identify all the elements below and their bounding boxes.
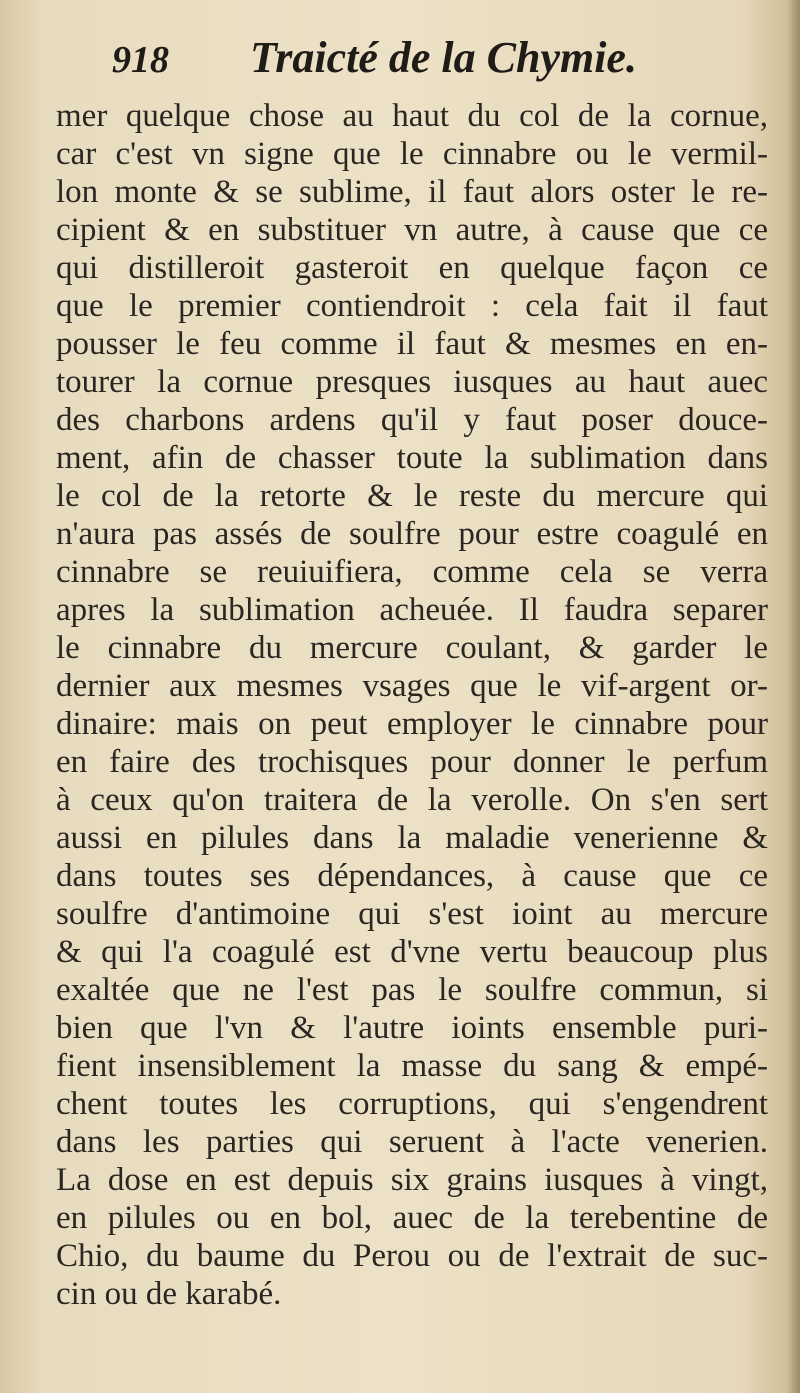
text-line: des charbons ardens qu'il y faut poser douce- xyxy=(56,402,768,438)
text-line: apres la sublimation acheuée. Il faudra separer xyxy=(56,592,768,628)
page-number: 918 xyxy=(112,39,169,81)
text-line: le cinnabre du mercure coulant, & garder le xyxy=(56,630,768,666)
text-line: & qui l'a coagulé est d'vne vertu beaucoup plus xyxy=(56,934,768,970)
text-line: cin ou de karabé. xyxy=(56,1276,282,1312)
text-line: le col de la retorte & le reste du mercure qui xyxy=(56,478,768,514)
text-line: dans toutes ses dépendances, à cause que ce xyxy=(56,858,768,894)
text-line: cinnabre se reuiuifiera, comme cela se verra xyxy=(56,554,768,590)
text-line: mer quelque chose au haut du col de la cornue, xyxy=(56,98,768,134)
page-header xyxy=(112,30,752,88)
text-line: que le premier contiendroit : cela fait il faut xyxy=(56,288,768,324)
text-line: dans les parties qui seruent à l'acte venerien. xyxy=(56,1124,768,1160)
text-line: dernier aux mesmes vsages que le vif-argent or- xyxy=(56,668,768,704)
text-line: en faire des trochisques pour donner le perfum xyxy=(56,744,768,780)
text-line: cipient & en substituer vn autre, à cause que ce xyxy=(56,212,768,248)
text-line: tourer la cornue presques iusques au haut auec xyxy=(56,364,768,400)
text-line: lon monte & se sublime, il faut alors oster le re- xyxy=(56,174,768,210)
text-line: pousser le feu comme il faut & mesmes en en- xyxy=(56,326,768,362)
running-title: Traicté de la Chymie. xyxy=(250,33,637,82)
text-line: soulfre d'antimoine qui s'est ioint au mercure xyxy=(56,896,768,932)
text-line: n'aura pas assés de soulfre pour estre coagulé en xyxy=(56,516,768,552)
text-line: ment, afin de chasser toute la sublimation dans xyxy=(56,440,768,476)
page-edge-shadow xyxy=(786,0,800,1393)
text-line: dinaire: mais on peut employer le cinnabre pour xyxy=(56,706,768,742)
text-line: La dose en est depuis six grains iusques à vingt, xyxy=(56,1162,768,1198)
text-line: à ceux qu'on traitera de la verolle. On s'en sert xyxy=(56,782,768,818)
text-line: aussi en pilules dans la maladie venerienne & xyxy=(56,820,768,856)
text-line: fient insensiblement la masse du sang & empé- xyxy=(56,1048,768,1084)
text-line: chent toutes les corruptions, qui s'engendrent xyxy=(56,1086,768,1122)
text-line: exaltée que ne l'est pas le soulfre commun, si xyxy=(56,972,768,1008)
text-line: en pilules ou en bol, auec de la terebentine de xyxy=(56,1200,768,1236)
text-line: bien que l'vn & l'autre ioints ensemble puri- xyxy=(56,1010,768,1046)
text-line: Chio, du baume du Perou ou de l'extrait de suc- xyxy=(56,1238,768,1274)
text-line: car c'est vn signe que le cinnabre ou le vermil- xyxy=(56,136,768,172)
text-line: qui distilleroit gasteroit en quelque façon ce xyxy=(56,250,768,286)
